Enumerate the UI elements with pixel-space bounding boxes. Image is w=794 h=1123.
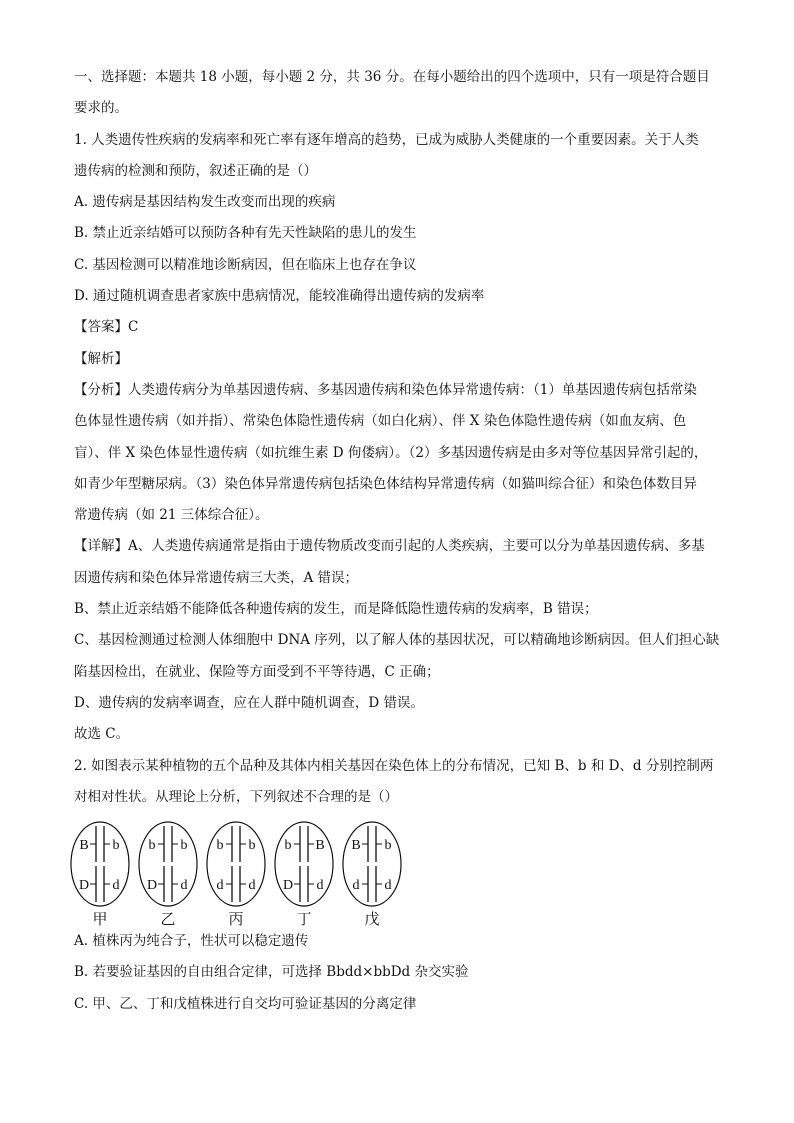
gene-label-bottom-left: D xyxy=(146,878,158,894)
answer-label: 【答案】 xyxy=(74,319,128,336)
xiangjie-label: 【详解】 xyxy=(74,538,128,555)
q1-xiangjie-line-7: 故选 C。 xyxy=(74,726,130,743)
cell-outline xyxy=(139,822,197,906)
gene-label-top-left: b xyxy=(148,838,156,854)
q1-option-b: B. 禁止近亲结婚可以预防各种有先天性缺陷的患儿的发生 xyxy=(74,225,417,242)
section-header-line-2: 要求的。 xyxy=(74,100,128,117)
cell-name-label: 乙 xyxy=(160,912,176,927)
answer-value: C xyxy=(128,319,139,336)
q1-stem-line-1: 1. 人类遗传性疾病的发病率和死亡率有逐年增高的趋势，已成为威胁人类健康的一个重要因素。关于人类 xyxy=(74,131,699,148)
gene-label-top-left: b xyxy=(284,838,292,854)
gene-label-top-left: b xyxy=(216,838,224,854)
q1-xiangjie-line-1 xyxy=(74,531,734,562)
gene-label-top-right: B xyxy=(315,838,325,854)
cell-name-label: 丙 xyxy=(228,912,244,927)
q2-option-c: C. 甲、乙、丁和戊植株进行自交均可验证基因的分离定律 xyxy=(74,995,417,1012)
q2-option-b: B. 若要验证基因的自由组合定律，可选择 Bbdd×bbDd 杂交实验 xyxy=(74,964,469,981)
q1-fenxi-line-2: 色体显性遗传病（如并指）、常染色体隐性遗传病（如白化病）、伴 X 染色体隐性遗传病（如血友病、色 xyxy=(74,413,687,430)
gene-label-top-right: b xyxy=(180,838,188,854)
q1-xiangjie-line-3: B、禁止近亲结婚不能降低各种遗传病的发生，而是降低隐性遗传病的发病率，B 错误； xyxy=(74,601,598,618)
gene-label-top-left: B xyxy=(351,838,361,854)
q1-option-c: C. 基因检测可以精准地诊断病因，但在临床上也存在争议 xyxy=(74,256,417,273)
gene-label-bottom-left: d xyxy=(216,878,224,894)
q1-analysis-label: 【解析】 xyxy=(74,350,128,367)
cell-outline xyxy=(71,822,129,906)
cell-outline xyxy=(207,822,265,906)
chromosome-figure xyxy=(74,816,734,926)
cell-name-label: 丁 xyxy=(296,912,312,927)
xiangjie-text-1: A、人类遗传病通常是指由于遗传物质改变而引起的人类疾病，主要可以分为单基因遗传病、多基 xyxy=(128,538,705,555)
gene-label-top-right: b xyxy=(112,838,120,854)
q1-fenxi-line-4: 如青少年型糖尿病。（3）染色体异常遗传病包括染色体结构异常遗传病（如猫叫综合征）和染色体数目异 xyxy=(74,475,697,492)
gene-label-bottom-left: d xyxy=(352,878,360,894)
q1-fenxi-line-5: 常遗传病（如 21 三体综合征）。 xyxy=(74,507,269,524)
gene-label-top-right: b xyxy=(384,838,392,854)
chromosome-diagram xyxy=(70,816,410,926)
exam-page xyxy=(74,62,734,1020)
gene-label-bottom-right: d xyxy=(180,878,188,894)
q1-option-d: D. 通过随机调查患者家族中患病情况，能较准确得出遗传病的发病率 xyxy=(74,288,485,305)
q1-answer xyxy=(74,312,734,343)
gene-label-bottom-right: d xyxy=(248,878,256,894)
fenxi-text-1: 人类遗传病分为单基因遗传病、多基因遗传病和染色体异常遗传病：（1）单基因遗传病包括常染 xyxy=(128,381,697,398)
gene-label-bottom-left: D xyxy=(282,878,294,894)
cell-name-label: 甲 xyxy=(92,912,108,927)
gene-label-bottom-right: d xyxy=(112,878,120,894)
cell-name-label: 戊 xyxy=(364,912,380,927)
gene-label-top-right: b xyxy=(248,838,256,854)
q1-fenxi-line-1 xyxy=(74,375,734,406)
q1-xiangjie-line-4: C、基因检测通过检测人体细胞中 DNA 序列，以了解人体的基因状况，可以精确地诊断病因。但人们担心缺 xyxy=(74,632,720,649)
q1-xiangjie-line-2: 因遗传病和染色体异常遗传病三大类，A 错误； xyxy=(74,569,359,586)
q1-fenxi-line-3: 盲）、伴 X 染色体显性遗传病（如抗维生素 D 佝偻病）。（2）多基因遗传病是由多对等位基因异常引起的， xyxy=(74,444,708,461)
q2-stem-line-1: 2. 如图表示某种植物的五个品种及其体内相关基因在染色体上的分布情况，已知 B、b 和 D、d 分别控制两 xyxy=(74,757,714,774)
q1-option-a: A. 遗传病是基因结构发生改变而出现的疾病 xyxy=(74,194,336,211)
q1-stem-line-2: 遗传病的检测和预防，叙述正确的是（） xyxy=(74,162,317,179)
q1-xiangjie-line-6: D、遗传病的发病率调查，应在人群中随机调查，D 错误。 xyxy=(74,694,424,711)
gene-label-bottom-left: D xyxy=(78,878,90,894)
gene-label-bottom-right: d xyxy=(316,878,324,894)
fenxi-label: 【分析】 xyxy=(74,381,128,398)
cell-outline xyxy=(343,822,401,906)
cell-outline xyxy=(275,822,333,906)
gene-label-top-left: B xyxy=(79,838,89,854)
section-header-line-1: 一、选择题：本题共 18 小题，每小题 2 分，共 36 分。在每小题给出的四个选项中，只有一项是符合题目 xyxy=(74,69,710,85)
gene-label-bottom-right: d xyxy=(384,878,392,894)
q1-xiangjie-line-5: 陷基因检出，在就业、保险等方面受到不平等待遇，C 正确； xyxy=(74,663,440,680)
q2-option-a: A. 植株丙为纯合子，性状可以稳定遗传 xyxy=(74,933,309,950)
q2-stem-line-2: 对相对性状。从理论上分析，下列叙述不合理的是（） xyxy=(74,788,398,805)
